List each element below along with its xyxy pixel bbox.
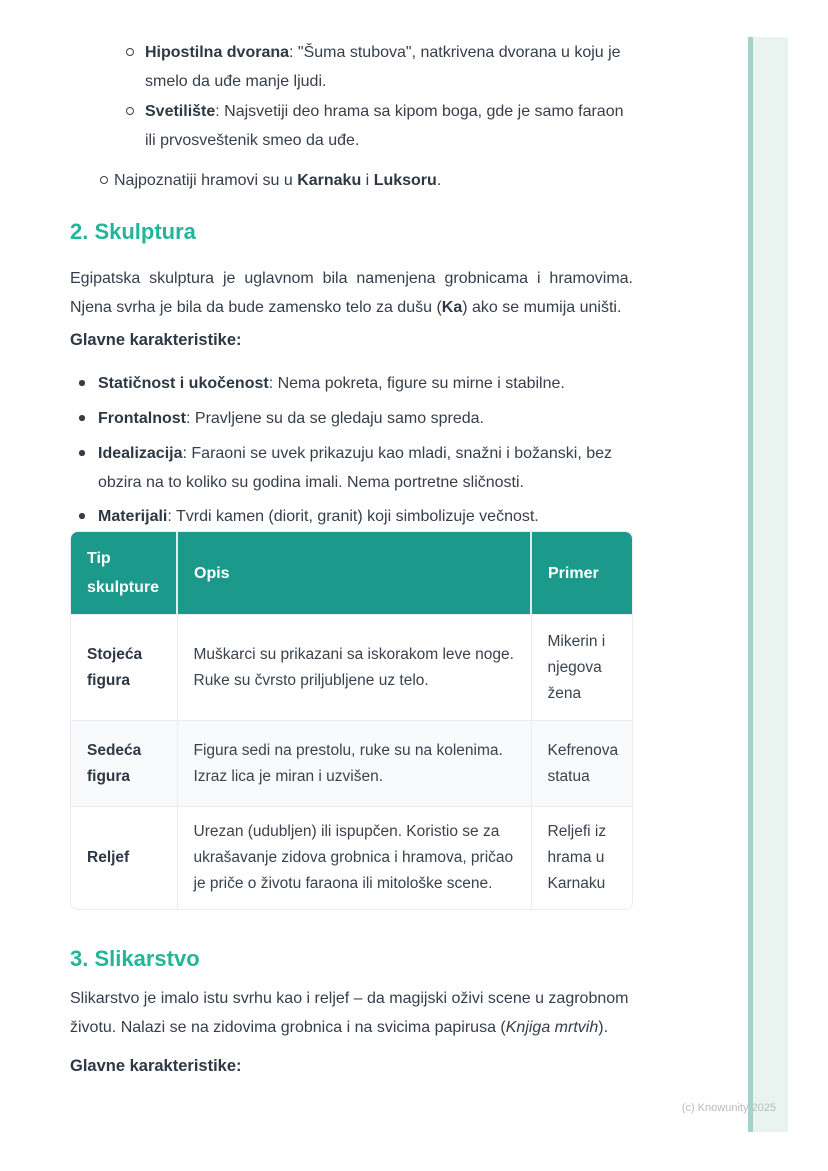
italic-knjiga-mrtvih: Knjiga mrtvih bbox=[505, 1019, 599, 1036]
cell-primer: Reljefi iz hrama u Karnaku bbox=[531, 807, 632, 910]
cell-primer: Kefrenova statua bbox=[531, 721, 632, 807]
sculpture-table bbox=[71, 532, 632, 909]
term-label: Idealizacija bbox=[98, 445, 183, 462]
disc-bullet-icon bbox=[79, 513, 85, 519]
column-header-primer: Primer bbox=[531, 532, 632, 615]
cell-opis: Figura sedi na prestolu, ruke su na kolenima. Izraz lica je miran i uzvišen. bbox=[177, 721, 531, 807]
paragraph-line1: Egipatska skulptura je uglavnom bila namenjena grobnicama i hramovima. bbox=[70, 270, 633, 287]
paragraph-text: Njena svrha je bila da bude zamensko telo za dušu ( bbox=[70, 299, 442, 316]
list-item-materijali bbox=[70, 502, 633, 531]
list-item-svetiliste bbox=[70, 97, 633, 155]
column-header-tip-skulpture: Tip skulpture bbox=[71, 532, 177, 615]
paragraph-text: životu. Nalazi se na zidovima grobnica i na svicima papirusa ( bbox=[70, 1019, 506, 1036]
section-heading-skulptura: 2. Skulptura bbox=[70, 219, 196, 244]
table-row bbox=[71, 615, 632, 721]
paragraph-line1: Slikarstvo je imalo istu svrhu kao i reljef – da magijski oživi scene u zagrobnom bbox=[70, 990, 629, 1007]
paragraph-line2 bbox=[70, 293, 633, 322]
term-description-line2: obzira na to koliko su godina imali. Nema portretne sličnosti. bbox=[98, 474, 524, 491]
slikarstvo-paragraph bbox=[70, 984, 633, 1042]
column-header-opis: Opis bbox=[177, 532, 531, 615]
list-item-idealizacija bbox=[70, 439, 633, 497]
cell-tip: Reljef bbox=[71, 807, 177, 910]
item-text: i bbox=[361, 172, 374, 189]
bold-karnaku: Karnaku bbox=[297, 172, 362, 189]
circle-bullet-icon bbox=[100, 176, 108, 184]
term-label: Hipostilna dvorana bbox=[145, 44, 290, 61]
term-description-line2: smelo da uđe manje ljudi. bbox=[145, 73, 327, 90]
skulptura-paragraph bbox=[70, 264, 633, 322]
cell-opis: Muškarci su prikazani sa iskorakom leve noge. Ruke su čvrsto priljubljene uz telo. bbox=[177, 615, 531, 721]
paragraph-text: ). bbox=[598, 1019, 609, 1036]
term-label: Frontalnost bbox=[98, 410, 186, 427]
circle-bullet-icon bbox=[126, 48, 134, 56]
disc-bullet-icon bbox=[79, 380, 85, 386]
bold-ka: Ka bbox=[441, 299, 463, 316]
term-description: : Pravljene su da se gledaju samo spreda. bbox=[186, 410, 484, 427]
cell-primer: Mikerin i njegova žena bbox=[531, 615, 632, 721]
term-description: : "Šuma stubova", natkrivena dvorana u koju je bbox=[289, 44, 621, 61]
table-row bbox=[71, 721, 632, 807]
bold-luksoru: Luksoru bbox=[373, 172, 437, 189]
sculpture-table-wrapper bbox=[70, 531, 633, 910]
copyright-note: (c) Knowunity 2025 bbox=[681, 1102, 776, 1114]
circle-bullet-icon bbox=[126, 107, 134, 115]
term-label: Svetilište bbox=[145, 103, 216, 120]
term-description: : Faraoni se uvek prikazuju kao mladi, snažni i božanski, bez bbox=[182, 445, 613, 462]
list-item-staticnost bbox=[70, 369, 633, 398]
table-header-row bbox=[71, 532, 632, 615]
sculpture-table-header bbox=[71, 532, 632, 615]
subheading-glavne-karakteristike: Glavne karakteristike: bbox=[70, 331, 242, 349]
term-description: : Nema pokreta, figure su mirne i stabilne. bbox=[268, 375, 565, 392]
item-text: . bbox=[436, 172, 442, 189]
term-description-line2: ili prvosveštenik smeo da uđe. bbox=[145, 132, 360, 149]
term-label: Statičnost i ukočenost bbox=[98, 375, 269, 392]
item-text: Najpoznatiji hramovi su u bbox=[114, 172, 298, 189]
page-accent-band bbox=[748, 37, 788, 1132]
paragraph-line2 bbox=[70, 1013, 633, 1042]
disc-bullet-icon bbox=[79, 415, 85, 421]
cell-opis: Urezan (udubljen) ili ispupčen. Koristio se za ukrašavanje zidova grobnica i hramova, pričao je priče o životu faraona ili mitološke scene. bbox=[177, 807, 531, 910]
term-description: : Tvrdi kamen (diorit, granit) koji simbolizuje večnost. bbox=[167, 508, 539, 525]
section-heading-slikarstvo: 3. Slikarstvo bbox=[70, 946, 200, 971]
cell-tip: Sedeća figura bbox=[71, 721, 177, 807]
cell-tip: Stojeća figura bbox=[71, 615, 177, 721]
list-item-najpoznatiji-hramovi bbox=[70, 166, 633, 195]
term-label: Materijali bbox=[98, 508, 168, 525]
list-item-frontalnost bbox=[70, 404, 633, 433]
disc-bullet-icon bbox=[79, 450, 85, 456]
term-description: : Najsvetiji deo hrama sa kipom boga, gde je samo faraon bbox=[215, 103, 624, 120]
paragraph-text: ) ako se mumija uništi. bbox=[462, 299, 622, 316]
subheading-glavne-karakteristike-2: Glavne karakteristike: bbox=[70, 1057, 242, 1075]
document-content bbox=[70, 0, 633, 1081]
list-item-hipostilna-dvorana bbox=[70, 38, 633, 96]
table-row bbox=[71, 807, 632, 910]
